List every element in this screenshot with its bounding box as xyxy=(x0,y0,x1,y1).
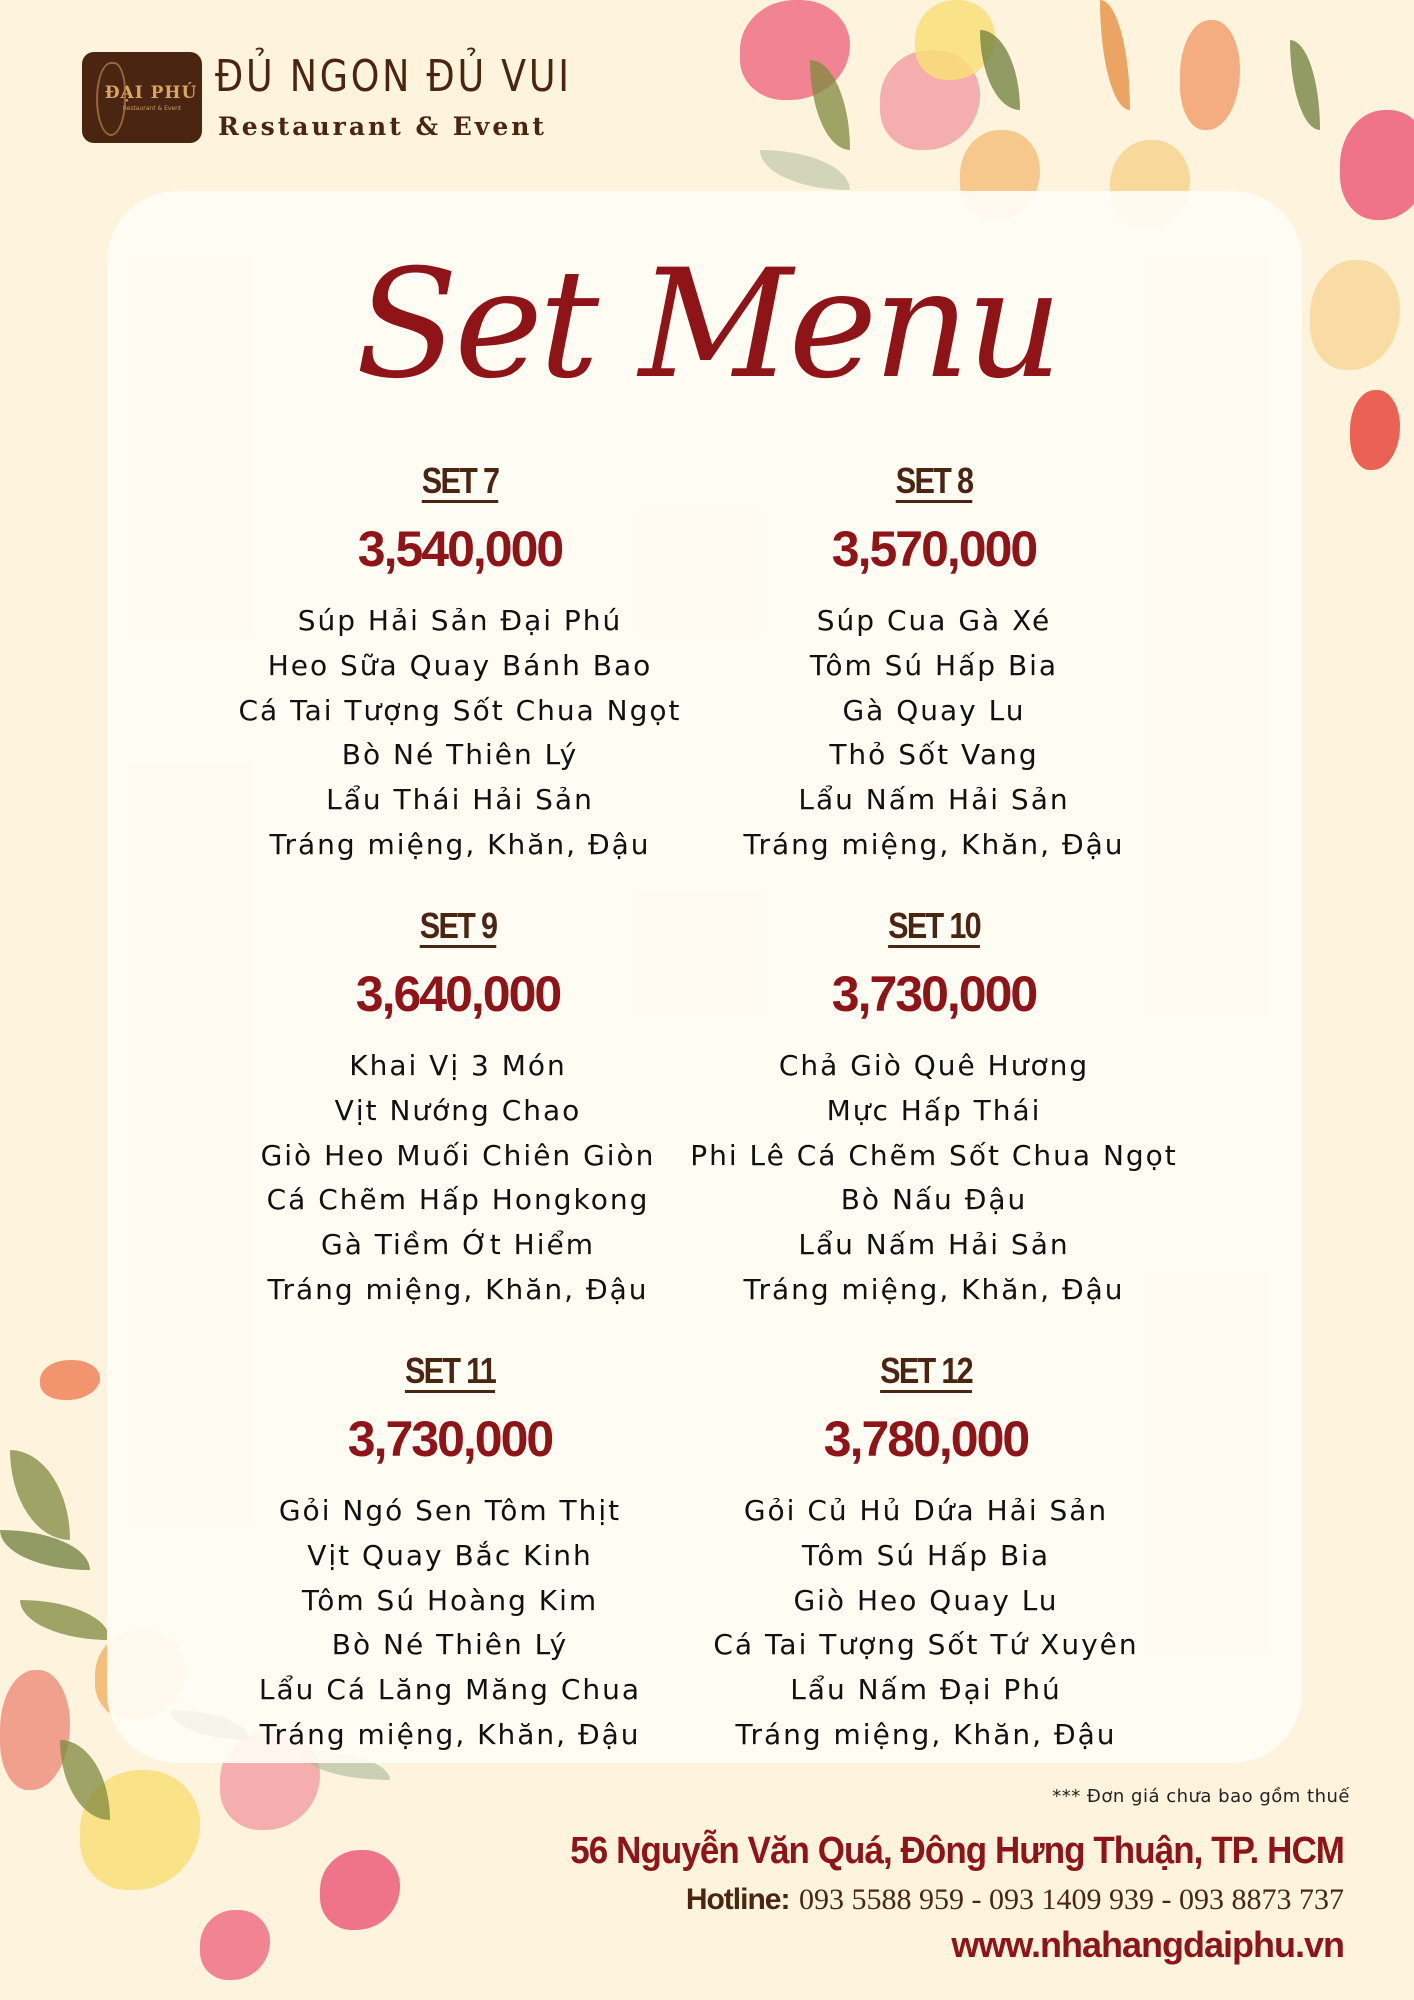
menu-item: Giò Heo Muối Chiên Giòn xyxy=(260,1138,656,1172)
set-label: SET 10 xyxy=(888,905,980,946)
set-items xyxy=(666,1489,1186,1758)
menu-item: Lẩu Nấm Đại Phú xyxy=(790,1673,1062,1707)
menu-item: Gà Tiềm Ớt Hiểm xyxy=(321,1228,595,1262)
menu-item: Lẩu Cá Lăng Măng Chua xyxy=(258,1673,642,1707)
menu-item: Tôm Sú Hoàng Kim xyxy=(301,1583,599,1617)
menu-item: Bò Né Thiên Lý xyxy=(331,1628,569,1662)
menu-item: Cá Tai Tượng Sốt Tứ Xuyên xyxy=(713,1628,1139,1662)
set-card-10 xyxy=(674,907,1194,1313)
set-label: SET 11 xyxy=(404,1350,496,1391)
set-price: 3,730,000 xyxy=(347,1411,553,1467)
set-price: 3,780,000 xyxy=(823,1411,1029,1467)
menu-item: Cá Chẽm Hấp Hongkong xyxy=(266,1183,650,1217)
menu-item: Lẩu Thái Hải Sản xyxy=(326,783,594,817)
set-price: 3,570,000 xyxy=(831,521,1037,577)
menu-item: Tôm Sú Hấp Bia xyxy=(809,648,1059,682)
leaf-icon xyxy=(0,1530,90,1570)
set-label: SET 9 xyxy=(419,905,497,946)
leaf-icon xyxy=(20,1600,110,1640)
menu-item: Chả Giò Quê Hương xyxy=(778,1049,1090,1082)
set-label: SET 7 xyxy=(421,460,499,501)
menu-item: Tráng miệng, Khăn, Đậu xyxy=(735,1717,1117,1751)
menu-item: Bò Né Thiên Lý xyxy=(341,738,579,772)
leaf-icon xyxy=(1290,40,1320,130)
menu-item: Lẩu Nấm Hải Sản xyxy=(798,1228,1070,1262)
leaf-icon xyxy=(760,150,850,190)
menu-item: Tôm Sú Hấp Bia xyxy=(801,1538,1051,1572)
set-items xyxy=(198,1044,718,1313)
flower-icon xyxy=(200,1910,270,1980)
set-card-12 xyxy=(666,1352,1186,1758)
tagline: Restaurant & Event xyxy=(218,112,547,141)
menu-item: Gỏi Củ Hủ Dứa Hải Sản xyxy=(743,1494,1109,1527)
menu-item: Cá Tai Tượng Sốt Chua Ngọt xyxy=(238,693,682,727)
menu-item: Lẩu Nấm Hải Sản xyxy=(798,783,1070,817)
set-card-8 xyxy=(674,462,1194,868)
page-title: Set Menu xyxy=(355,238,1059,412)
menu-item: Tráng miệng, Khăn, Đậu xyxy=(267,1272,649,1306)
set-price: 3,730,000 xyxy=(831,966,1037,1022)
menu-item: Tráng miệng, Khăn, Đậu xyxy=(269,827,651,861)
menu-item: Mực Hấp Thái xyxy=(826,1093,1042,1127)
flower-icon xyxy=(1340,110,1414,220)
set-items xyxy=(674,599,1194,868)
flower-icon xyxy=(320,1850,400,1930)
menu-item: Gỏi Ngó Sen Tôm Thịt xyxy=(278,1494,622,1527)
menu-item: Thỏ Sốt Vang xyxy=(829,738,1039,772)
menu-item: Khai Vị 3 Món xyxy=(349,1049,567,1082)
menu-item: Tráng miệng, Khăn, Đậu xyxy=(743,827,1125,861)
flower-icon xyxy=(0,1670,70,1790)
menu-item: Vịt Quay Bắc Kinh xyxy=(307,1538,593,1572)
menu-item: Bò Nấu Đậu xyxy=(840,1183,1028,1217)
set-card-9 xyxy=(198,907,718,1313)
website-link[interactable]: www.nhahangdaiphu.vn xyxy=(951,1924,1344,1965)
menu-item: Heo Sữa Quay Bánh Bao xyxy=(267,648,653,682)
set-items xyxy=(200,599,720,868)
set-label: SET 12 xyxy=(880,1350,972,1391)
set-card-7 xyxy=(200,462,720,868)
menu-item: Tráng miệng, Khăn, Đậu xyxy=(743,1272,1125,1306)
set-price: 3,640,000 xyxy=(355,966,561,1022)
hotline-label: Hotline: xyxy=(685,1883,790,1916)
tax-note: *** Đơn giá chưa bao gồm thuế xyxy=(1052,1786,1350,1807)
leaf-icon xyxy=(60,1740,110,1820)
flower-icon xyxy=(40,1360,100,1400)
menu-item: Phi Lê Cá Chẽm Sốt Chua Ngọt xyxy=(690,1138,1178,1172)
restaurant-logo xyxy=(82,52,202,143)
set-items xyxy=(190,1489,710,1758)
logo-subtitle: Restaurant & Event xyxy=(122,105,182,112)
hotline-numbers: 093 5588 959 - 093 1409 939 - 093 8873 737 xyxy=(799,1883,1344,1916)
fish-icon xyxy=(96,62,126,136)
menu-item: Súp Cua Gà Xé xyxy=(816,604,1052,637)
set-label: SET 8 xyxy=(895,460,973,501)
menu-item: Giò Heo Quay Lu xyxy=(793,1583,1059,1617)
slogan: ĐỦ NGON ĐỦ VUI xyxy=(215,51,572,102)
set-card-11 xyxy=(190,1352,710,1758)
flower-icon xyxy=(1180,20,1240,130)
logo-name: ĐẠI PHÚ xyxy=(104,83,198,103)
leaf-icon xyxy=(1100,0,1130,110)
leaf-icon xyxy=(810,60,850,150)
menu-item: Súp Hải Sản Đại Phú xyxy=(297,604,623,637)
set-price: 3,540,000 xyxy=(357,521,563,577)
menu-item: Gà Quay Lu xyxy=(842,693,1026,727)
leaf-icon xyxy=(980,30,1020,110)
leaf-icon xyxy=(10,1450,70,1540)
menu-item: Tráng miệng, Khăn, Đậu xyxy=(259,1717,641,1751)
set-items xyxy=(674,1044,1194,1313)
hotline xyxy=(686,1882,1344,1917)
address: 56 Nguyễn Văn Quá, Đông Hưng Thuận, TP. HCM xyxy=(570,1830,1344,1872)
menu-item: Vịt Nướng Chao xyxy=(334,1093,582,1127)
